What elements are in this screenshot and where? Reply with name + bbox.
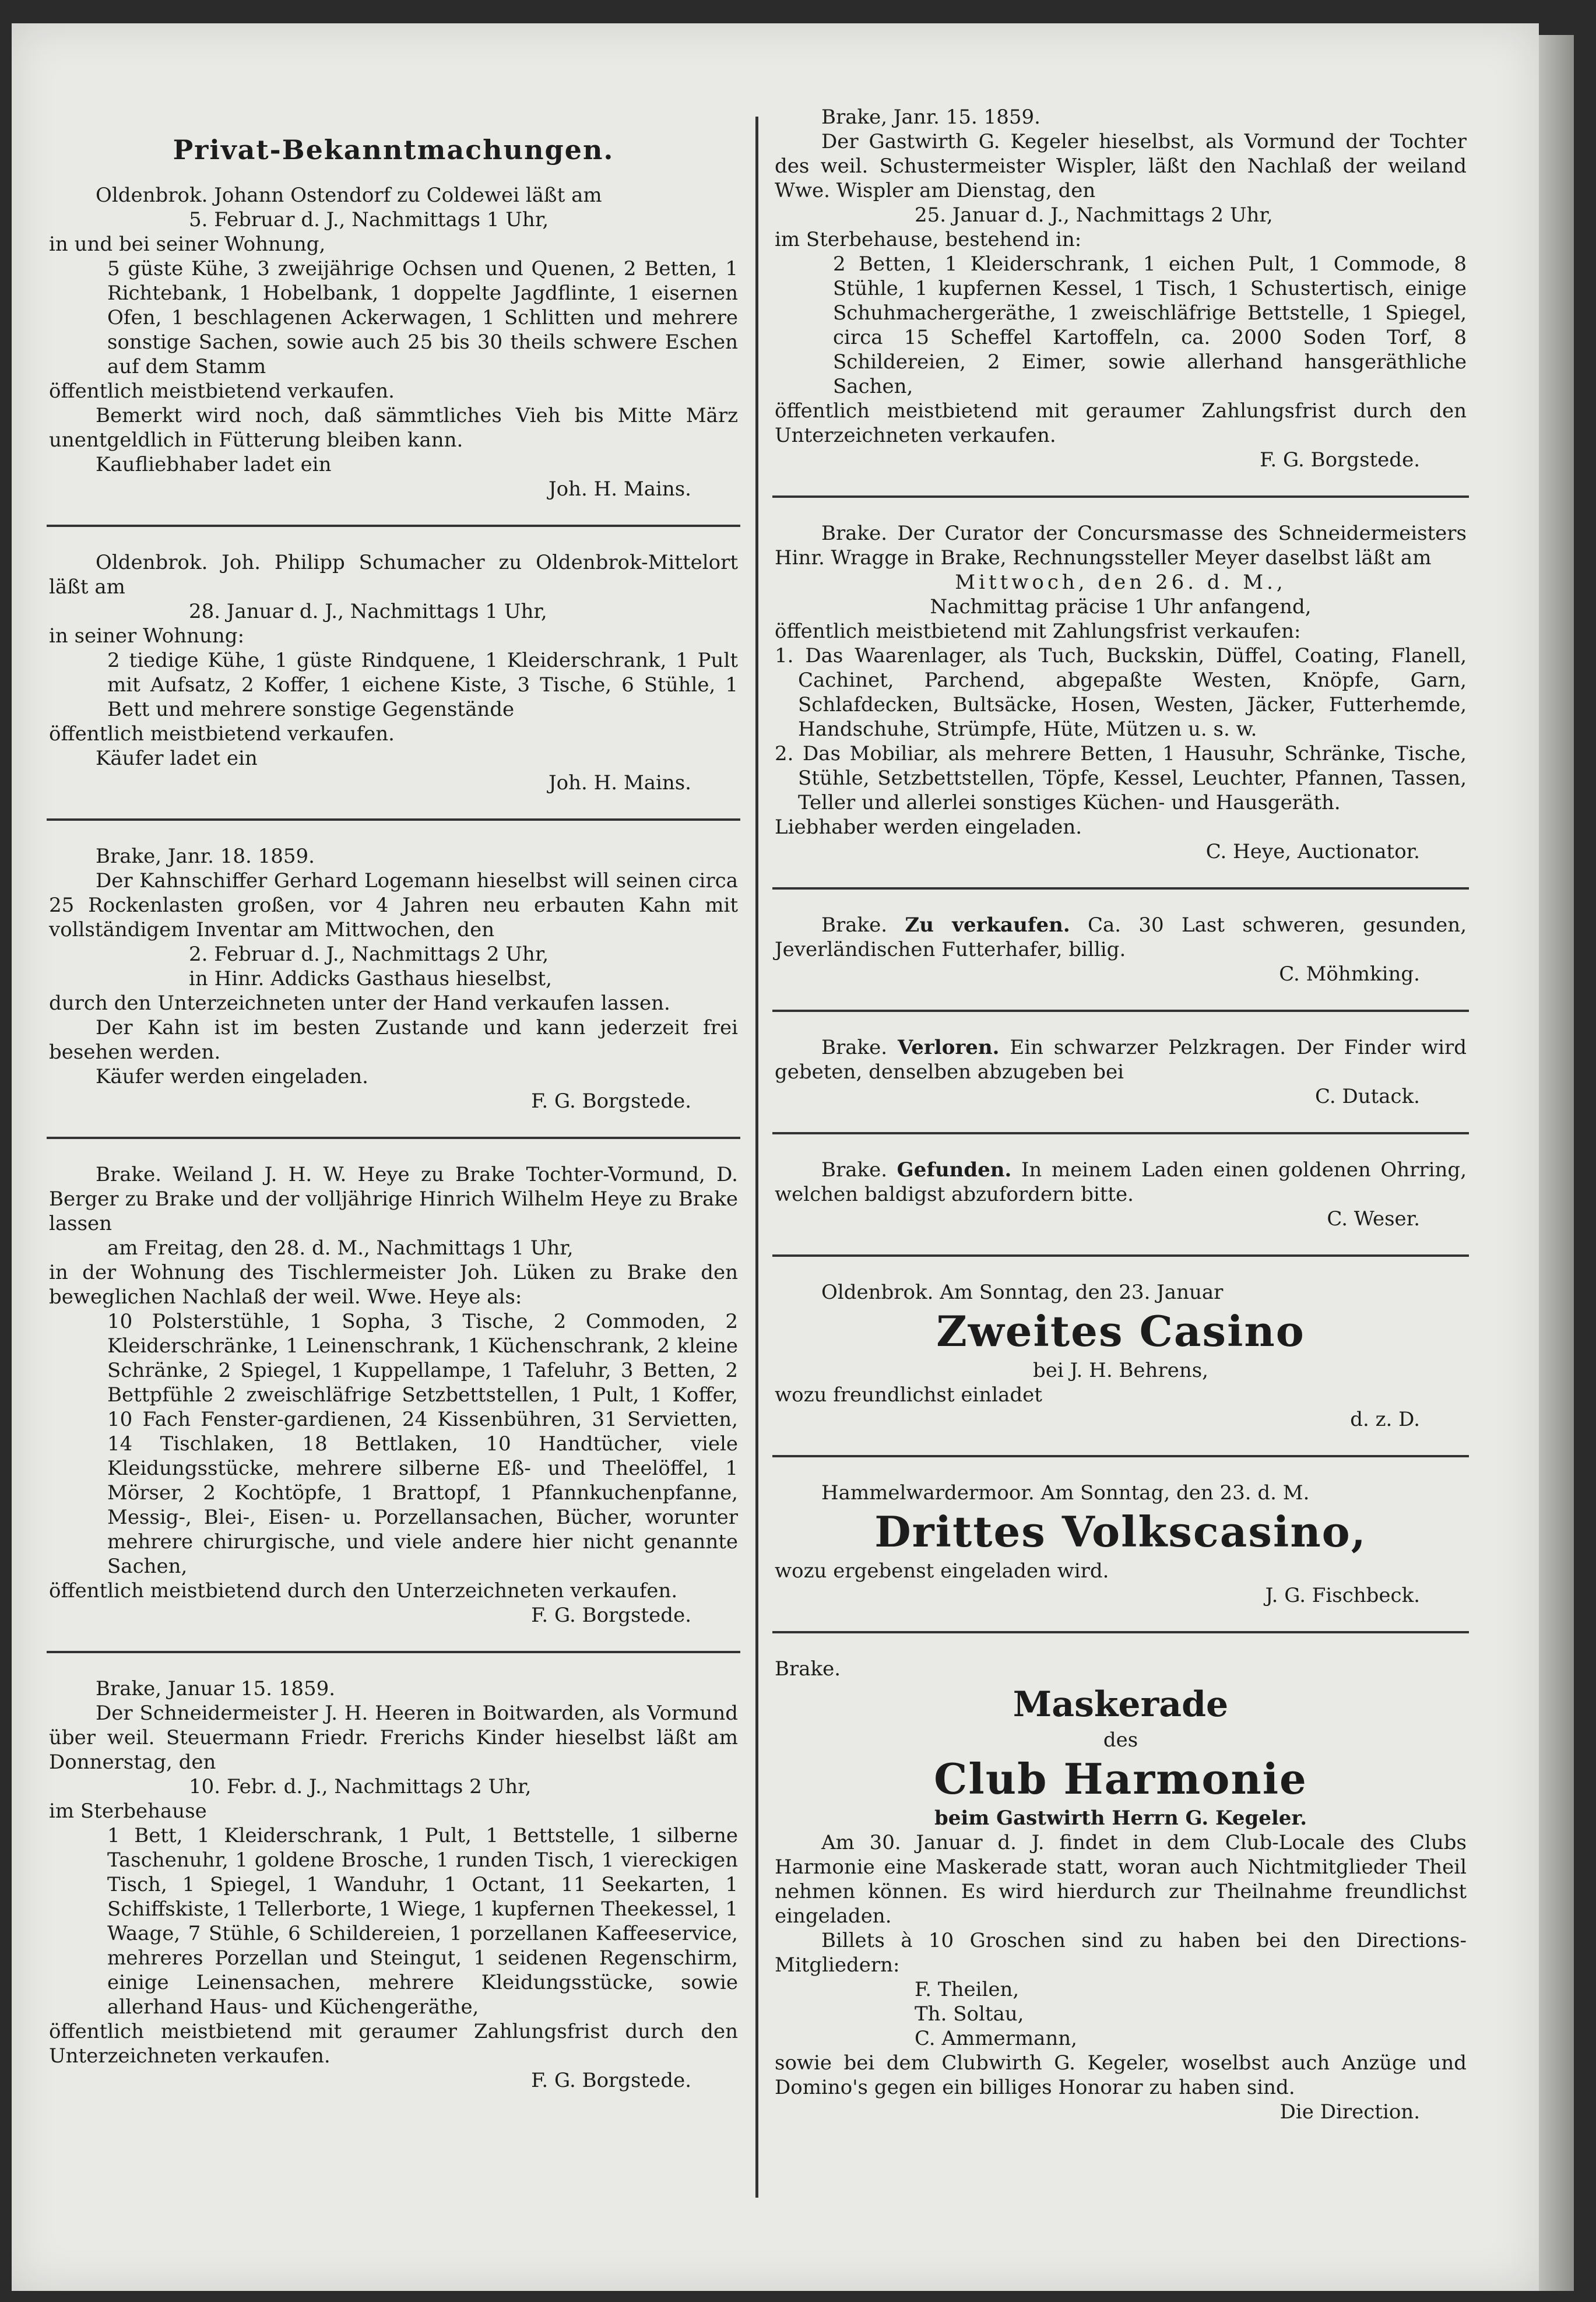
notice-line: Brake. Der Curator der Concursmasse des Schneidermeisters Hinr. Wragge in Brake, Rechnungssteller Meyer daselbst läßt am (775, 522, 1467, 570)
notice-heye (47, 1162, 740, 1628)
notice-line: Billets à 10 Groschen sind zu haben bei den Directions-Mitgliedern: (775, 1929, 1467, 1977)
notice-heeren (47, 1677, 740, 2093)
notice-headline-club: Club Harmonie (934, 1754, 1307, 1804)
director-name: F. Theilen, (915, 1978, 1020, 2001)
notice-headline: Drittes Volkscasino, (874, 1507, 1367, 1556)
notice-line: bei J. H. Behrens, (1033, 1359, 1208, 1382)
notice-headline: Zweites Casino (936, 1306, 1305, 1356)
notice-line: Bemerkt wird noch, daß sämmtliches Vieh bis Mitte März unentgeldlich in Fütterung bleiben kann. (49, 404, 738, 452)
notice-dateline: Brake, Janr. 15. 1859. (821, 106, 1040, 129)
notice-place: Brake. (775, 1657, 841, 1681)
separator-rule (47, 818, 740, 821)
column-divider (755, 117, 758, 2198)
notice-zu-verkaufen (772, 913, 1469, 986)
notice-line: Hammelwardermoor. Am Sonntag, den 23. d. M. (821, 1481, 1310, 1505)
notice-zweites-casino (772, 1280, 1469, 1432)
notice-line: Käufer werden eingeladen. (96, 1065, 368, 1088)
notice-signature: C. Möhmking. (1279, 962, 1420, 986)
notice-items: 1 Bett, 1 Kleiderschrank, 1 Pult, 1 Bettstelle, 1 silberne Taschenuhr, 1 goldene Brosche, 1 runden Tisch, 1 viereckigen Tisch, 1 Spiegel, 1 Wanduhr, 1 Octant, 11 Seekarten, 1 Schiffskiste, 1 Tellerborte, 1 Wiege, 1 kupfernen Theekessel, 1 Waage, 7 Stühle, 6 Schildereien, 1 porzellanen Kaffeeservice, mehreres Porzellan und Steingut, 1 seidenen Regenschirm, einige Leinensachen, mehrere Kleidungsstücke, sowie allerhand Haus- und Küchengeräthe, (107, 1824, 738, 2019)
separator-rule (47, 525, 740, 527)
notice-logemann (47, 844, 740, 1113)
notice-line: sowie bei dem Clubwirth G. Kegeler, woselbst auch Anzüge und Domino's gegen ein billiges Honorar zu haben sind. (775, 2051, 1467, 2099)
notice-item-1: 1. Das Waarenlager, als Tuch, Buckskin, Düffel, Coating, Flanell, Cachinet, Parchend, abgepaßte Westen, Knöpfe, Garn, Schlafdecken, Bultsäcke, Hosen, Westen, Jäcker, Futterhemde, Handschuhe, Strümpfe, Hüte, Mützen u. s. w. (775, 644, 1467, 741)
notice-title: Verloren. (897, 1036, 1000, 1059)
notice-line: in der Wohnung des Tischlermeister Joh. Lüken zu Brake den beweglichen Nachlaß der weil. Wwe. Heye als: (49, 1261, 738, 1309)
notice-date: 5. Februar d. J., Nachmittags 1 Uhr, (189, 208, 549, 231)
notice-signature: Joh. H. Mains. (549, 477, 691, 501)
notice-place: Brake. (821, 1158, 888, 1182)
notice-line: im Sterbehause (49, 1800, 207, 1823)
notice-title: Gefunden. (897, 1158, 1012, 1182)
notice-line: Der Schneidermeister J. H. Heeren in Boitwarden, als Vormund über weil. Steuermann Friedr. Frerichs Kinder hieselbst läßt am Donnerstag, den (49, 1702, 738, 1774)
notice-signature: C. Heye, Auctionator. (1205, 840, 1420, 863)
notice-signature: C. Weser. (1327, 1207, 1420, 1231)
notice-gefunden (772, 1158, 1469, 1231)
notice-items: 2 Betten, 1 Kleiderschrank, 1 eichen Pult, 1 Commode, 8 Stühle, 1 kupfernen Kessel, 1 Tisch, 1 Schustertisch, einige Schuhmachergeräthe, 1 zweischläfrige Bettstelle, 1 Spiegel, circa 15 Scheffel Kartoffeln, ca. 2000 Soden Torf, 8 Schildereien, 2 Eimer, sowie allerhand hansgeräthliche Sachen, (833, 252, 1467, 398)
notice-line: öffentlich meistbietend verkaufen. (49, 722, 395, 746)
notice-line: Brake. Weiland J. H. W. Heye zu Brake Tochter-Vormund, D. Berger zu Brake und der volljährige Hinrich Wilhelm Heye zu Brake lassen (49, 1163, 738, 1235)
notice-title: Zu verkaufen. (905, 913, 1070, 937)
notice-line: des (1103, 1728, 1138, 1752)
notice-verloren (772, 1035, 1469, 1109)
notice-item-2: 2. Das Mobiliar, als mehrere Betten, 1 Hausuhr, Schränke, Tische, Stühle, Setzbettstellen, Töpfe, Kessel, Leuchter, Pfannen, Tassen, Teller und allerlei sonstiges Küchen- und Hausgeräth. (775, 742, 1467, 814)
notice-place: Brake. (821, 913, 888, 937)
director-name: C. Ammermann, (915, 2027, 1077, 2050)
notice-signature: F. G. Borgstede. (531, 1604, 691, 1627)
section-heading: Privat-Bekanntmachungen. (173, 134, 614, 166)
notice-date: am Freitag, den 28. d. M., Nachmittags 1 Uhr, (107, 1236, 574, 1260)
notice-line: Der Kahnschiffer Gerhard Logemann hieselbst will seinen circa 25 Rockenlasten großen, vor 4 Jahren neu erbauten Kahn mit vollständigem Inventar am Mittwochen, den (49, 869, 738, 941)
notice-signature: F. G. Borgstede. (1260, 448, 1420, 472)
separator-rule (772, 1010, 1469, 1012)
director-name: Th. Soltau, (915, 2002, 1024, 2026)
notice-line: Der Kahn ist im besten Zustande und kann jederzeit frei besehen werden. (49, 1016, 738, 1064)
notice-signature: F. G. Borgstede. (531, 2069, 691, 2092)
notice-date: 10. Febr. d. J., Nachmittags 2 Uhr, (189, 1775, 532, 1798)
notice-wragge (772, 521, 1469, 864)
notice-text: Ca. 30 Last schweren, gesunden, Jeverländischen Futterhafer, billig. (775, 913, 1467, 961)
notice-date: 28. Januar d. J., Nachmittags 1 Uhr, (189, 600, 547, 623)
notice-items: 5 güste Kühe, 3 zweijährige Ochsen und Quenen, 2 Betten, 1 Richtebank, 1 Hobelbank, 1 doppelte Jagdflinte, 1 eisernen Ofen, 1 beschlagenen Ackerwagen, 1 Schlitten und mehrere sonstige Sachen, sowie auch 25 bis 30 theils schwere Eschen auf dem Stamm (107, 257, 738, 378)
notice-schumacher (47, 550, 740, 795)
notice-line: in Hinr. Addicks Gasthaus hieselbst, (189, 967, 552, 990)
notice-ostendorf (47, 183, 740, 501)
separator-rule (772, 495, 1469, 498)
notice-line: Nachmittag präcise 1 Uhr anfangend, (930, 595, 1312, 618)
notice-line: öffentlich meistbietend mit Zahlungsfrist verkaufen: (775, 620, 1301, 643)
separator-rule (772, 1631, 1469, 1633)
notice-items: 10 Polsterstühle, 1 Sopha, 3 Tische, 2 Commoden, 2 Kleiderschränke, 1 Leinenschrank, 1 Küchenschrank, 2 kleine Schränke, 2 Spiegel, 1 Kuppellampe, 1 Tafeluhr, 3 Betten, 2 Bettpfühle 2 zweischläfrige Setzbettstellen, 1 Pult, 1 Koffer, 10 Fach Fenster-gardienen, 24 Kissenbühren, 31 Servietten, 14 Tischlaken, 18 Bettlaken, 10 Handtücher, viele Kleidungsstücke, mehrere silberne Eß- und Theelöffel, 1 Mörser, 2 Kochtöpfe, 1 Brattopf, 1 Pfannkuchenpfanne, Messig-, Blei-, Eisen- u. Porzellansachen, Bücher, worunter mehrere chirurgische, und viele andere hier nicht genannte Sachen, (107, 1310, 738, 1578)
separator-rule (772, 1132, 1469, 1134)
notice-maskerade (772, 1657, 1469, 2124)
notice-line: Käufer ladet ein (96, 747, 258, 770)
notice-line: Liebhaber werden eingeladen. (775, 816, 1082, 839)
right-column (772, 93, 1469, 2192)
notice-line: im Sterbehause, bestehend in: (775, 228, 1082, 251)
notice-line: in seiner Wohnung: (49, 624, 245, 648)
notice-line: öffentlich meistbietend verkaufen. (49, 379, 395, 403)
notice-signature: F. G. Borgstede. (531, 1090, 691, 1113)
separator-rule (47, 1651, 740, 1653)
separator-rule (47, 1137, 740, 1139)
notice-line: durch den Unterzeichneten unter der Hand verkaufen lassen. (49, 992, 670, 1015)
notice-text: Ein schwarzer Pelzkragen. Der Finder wird gebeten, denselben abzugeben bei (775, 1036, 1467, 1084)
notice-items: 2 tiedige Kühe, 1 güste Rindquene, 1 Kleiderschrank, 1 Pult mit Aufsatz, 2 Koffer, 1 eichene Kiste, 3 Tische, 6 Stühle, 1 Bett und mehrere sonstige Gegenstände (107, 649, 738, 721)
notice-line: Oldenbrok. Am Sonntag, den 23. Januar (821, 1281, 1224, 1304)
notice-line: Oldenbrok. Johann Ostendorf zu Coldewei läßt am (96, 184, 602, 207)
notice-kegeler (772, 105, 1469, 472)
notice-date: 2. Februar d. J., Nachmittags 2 Uhr, (189, 943, 549, 966)
notice-line: wozu freundlichst einladet (775, 1383, 1042, 1407)
notice-date: Mittwoch, den 26. d. M., (955, 571, 1286, 594)
separator-rule (772, 1455, 1469, 1457)
separator-rule (772, 887, 1469, 890)
notice-signature: Joh. H. Mains. (549, 771, 691, 795)
notice-line: öffentlich meistbietend mit geraumer Zahlungsfrist durch den Unterzeichneten verkaufen. (49, 2020, 738, 2068)
notice-line: in und bei seiner Wohnung, (49, 233, 326, 256)
notice-line: Oldenbrok. Joh. Philipp Schumacher zu Oldenbrok-Mittelort läßt am (49, 551, 738, 599)
notice-signature: d. z. D. (1350, 1408, 1420, 1431)
left-column (47, 93, 740, 2192)
notice-signature: Die Direction. (1279, 2100, 1420, 2124)
notice-line: Kaufliebhaber ladet ein (96, 453, 332, 476)
notice-dateline: Brake, Januar 15. 1859. (96, 1677, 336, 1700)
notice-drittes-volkscasino (772, 1481, 1469, 1608)
notice-line: öffentlich meistbietend durch den Unterzeichneten verkaufen. (49, 1579, 678, 1602)
notice-signature: J. G. Fischbeck. (1265, 1584, 1420, 1607)
notice-text: In meinem Laden einen goldenen Ohrring, welchen baldigst abzufordern bitte. (775, 1158, 1467, 1206)
notice-signature: C. Dutack. (1315, 1085, 1420, 1108)
separator-rule (772, 1254, 1469, 1257)
notice-dateline: Brake, Janr. 18. 1859. (96, 845, 315, 868)
notice-subtitle: beim Gastwirth Herrn G. Kegeler. (934, 1807, 1307, 1830)
page-edge (1539, 35, 1574, 2291)
notice-line: Am 30. Januar d. J. findet in dem Club-Locale des Clubs Harmonie eine Maskerade statt, woran auch Nichtmitglieder Theil nehmen können. Es wird hierdurch zur Theilnahme freundlichst eingeladen. (775, 1831, 1467, 1928)
notice-line: wozu ergebenst eingeladen wird. (775, 1559, 1109, 1583)
notice-line: öffentlich meistbietend mit geraumer Zahlungsfrist durch den Unterzeichneten verkaufen. (775, 399, 1467, 447)
notice-date: 25. Januar d. J., Nachmittags 2 Uhr, (915, 203, 1273, 227)
notice-line: Der Gastwirth G. Kegeler hieselbst, als Vormund der Tochter des weil. Schustermeister Wispler, läßt den Nachlaß der weiland Wwe. Wispler am Dienstag, den (775, 130, 1467, 202)
notice-place: Brake. (821, 1036, 888, 1059)
notice-headline: Maskerade (1013, 1684, 1229, 1725)
